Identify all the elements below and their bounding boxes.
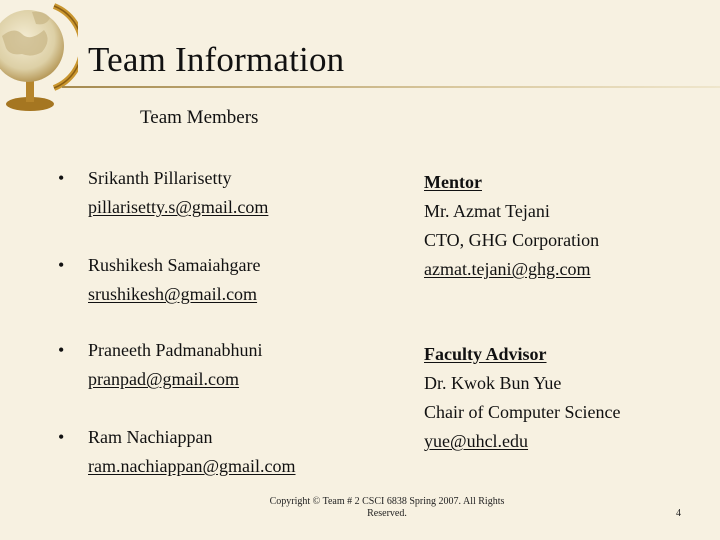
mentor-block (424, 168, 714, 284)
mentor-role: CTO, GHG Corporation (424, 230, 600, 250)
advisor-block (424, 340, 714, 456)
copyright-footer (262, 496, 512, 520)
member-email-link[interactable]: srushikesh@gmail.com (88, 284, 258, 304)
copyright-line: Copyright © Team # 2 CSCI 6838 Spring 2007. All Rights (269, 496, 505, 507)
title-underline (62, 86, 720, 88)
mentor-heading: Mentor (424, 172, 482, 192)
member-name: Srikanth Pillarisetty (88, 168, 232, 188)
list-item (58, 423, 418, 481)
globe-icon (0, 0, 78, 116)
member-name: Rushikesh Samaiahgare (88, 255, 261, 275)
mentor-name: Mr. Azmat Tejani (424, 201, 550, 221)
bullet: • (58, 427, 65, 447)
bullet: • (58, 255, 65, 275)
member-email-link[interactable]: pillarisetty.s@gmail.com (88, 197, 269, 217)
bullet: • (58, 340, 65, 360)
advisor-email-link[interactable]: yue@uhcl.edu (424, 431, 529, 451)
bullet: • (58, 168, 65, 188)
mentor-email-link[interactable]: azmat.tejani@ghg.com (424, 259, 591, 279)
member-name: Ram Nachiappan (88, 427, 213, 447)
advisor-heading: Faculty Advisor (424, 344, 547, 364)
slide-subtitle: Team Members (140, 107, 259, 128)
member-email-link[interactable]: pranpad@gmail.com (88, 369, 240, 389)
copyright-line: Reserved. (367, 508, 407, 519)
member-email-link[interactable]: ram.nachiappan@gmail.com (88, 456, 296, 476)
list-item (58, 251, 418, 309)
list-item (58, 336, 418, 394)
member-name: Praneeth Padmanabhuni (88, 340, 263, 360)
advisor-role: Chair of Computer Science (424, 402, 621, 422)
advisor-name: Dr. Kwok Bun Yue (424, 373, 562, 393)
page-number: 4 (676, 508, 681, 519)
list-item (58, 164, 418, 222)
slide-title: Team Information (88, 40, 345, 79)
